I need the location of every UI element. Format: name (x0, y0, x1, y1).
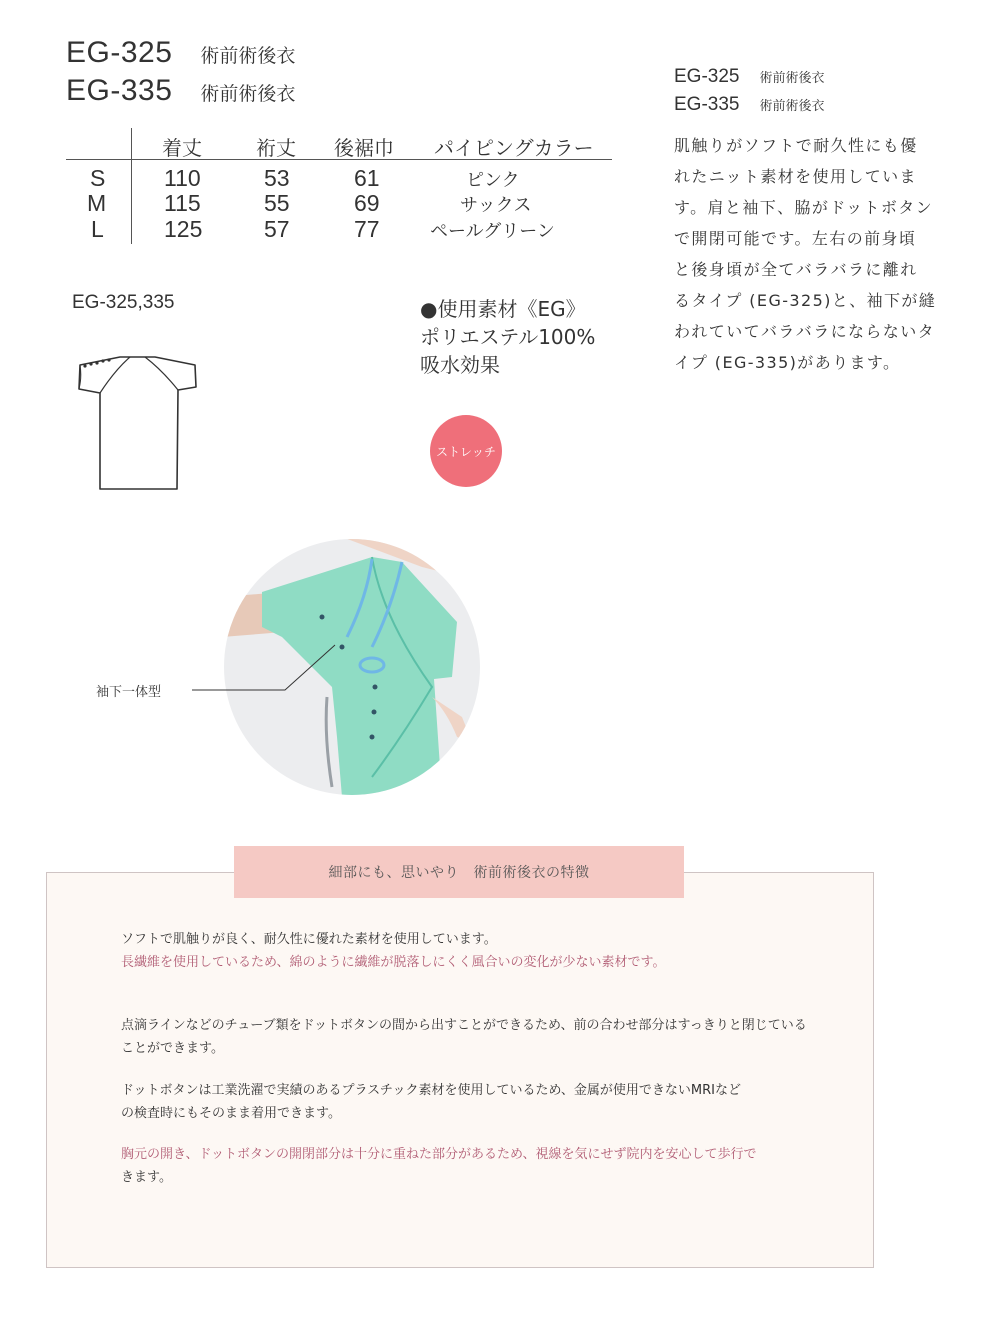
table-cell: 55 (264, 190, 290, 216)
product-code: EG-325 (66, 36, 173, 69)
product-name: 術前術後衣 (200, 45, 296, 67)
description-line: で開閉可能です。左右の前身頃 (674, 229, 917, 248)
table-cell: 57 (264, 216, 290, 242)
description-line: れたニット素材を使用していま (674, 167, 917, 186)
sidebar-product-list (674, 66, 825, 122)
material-heading: 使用素材《EG》 (437, 297, 586, 321)
gown-drawing (70, 345, 205, 495)
description-line: 肌触りがソフトで耐久性にも優 (674, 136, 918, 155)
size-table (66, 128, 612, 248)
description-line: と後身頃が全てバラバラに離れ (674, 260, 918, 279)
column-header-length: 着丈 (162, 136, 202, 160)
product-name: 術前術後衣 (200, 83, 296, 105)
material-info (420, 295, 595, 379)
description-line: るタイプ (EG-325)と、袖下が縫 (674, 291, 937, 310)
size-label: M (87, 190, 107, 216)
product-name: 術前術後衣 (759, 99, 825, 114)
column-header-hem: 後裾巾 (334, 136, 394, 160)
feature-line: きます。 (121, 1170, 172, 1185)
feature-line: ことができます。 (121, 1041, 224, 1056)
features-paragraph (121, 1143, 851, 1189)
feature-line-accent: 胸元の開き、ドットボタンの開閉部分は十分に重ねた部分があるため、視線を気にせず院内を安心して歩行で (121, 1147, 757, 1162)
stretch-badge: ストレッチ (430, 415, 502, 487)
callout-line (190, 640, 340, 695)
table-cell: 125 (164, 216, 203, 242)
product-code: EG-335 (674, 94, 740, 115)
product-code: EG-335 (66, 74, 173, 107)
features-paragraph (121, 1014, 851, 1060)
table-cell: 69 (354, 190, 380, 216)
size-label: L (91, 216, 104, 242)
product-code: EG-325 (674, 66, 740, 87)
table-cell: 53 (264, 165, 290, 191)
feature-line: 点滴ラインなどのチューブ類をドットボタンの間から出すことができるため、前の合わせ部分はすっきりと閉じている (121, 1018, 807, 1033)
table-cell: 110 (164, 165, 201, 191)
feature-line: の検査時にもそのまま着用できます。 (121, 1106, 341, 1121)
table-divider-vertical (131, 128, 132, 244)
bullet-icon: ● (420, 297, 438, 321)
callout-label: 袖下一体型 (96, 685, 162, 700)
feature-line-accent: 長繊維を使用しているため、綿のように繊維が脱落しにくく風合いの変化が少ない素材です。 (121, 955, 666, 970)
features-paragraph (121, 928, 851, 974)
features-paragraph (121, 1079, 851, 1125)
column-header-piping-color: パイピングカラー (434, 136, 594, 160)
table-cell: ペールグリーン (430, 221, 555, 242)
table-cell: 77 (354, 216, 380, 242)
material-fabric: ポリエステル100% (420, 325, 596, 349)
description-line: す。肩と袖下、脇がドットボタン (674, 198, 934, 217)
table-cell: ピンク (466, 170, 520, 191)
size-label: S (90, 165, 106, 191)
feature-line: ドットボタンは工業洗濯で実績のあるプラスチック素材を使用しているため、金属が使用できないMRIなど (121, 1083, 742, 1098)
feature-line: ソフトで肌触りが良く、耐久性に優れた素材を使用しています。 (121, 932, 497, 947)
column-header-sleeve: 裄丈 (256, 136, 296, 160)
material-feature: 吸水効果 (420, 353, 500, 377)
description-line: イプ (EG-335)があります。 (674, 353, 901, 372)
table-cell: 61 (354, 165, 380, 191)
features-tab: 細部にも、思いやり 術前術後衣の特徴 (234, 846, 684, 898)
table-cell: サックス (460, 195, 532, 216)
product-name: 術前術後衣 (759, 71, 825, 86)
product-title (66, 36, 295, 112)
product-description (674, 130, 964, 378)
table-cell: 115 (164, 190, 201, 216)
description-line: われていてバラバラにならないタ (674, 322, 936, 341)
drawing-label: EG-325,335 (72, 292, 175, 313)
